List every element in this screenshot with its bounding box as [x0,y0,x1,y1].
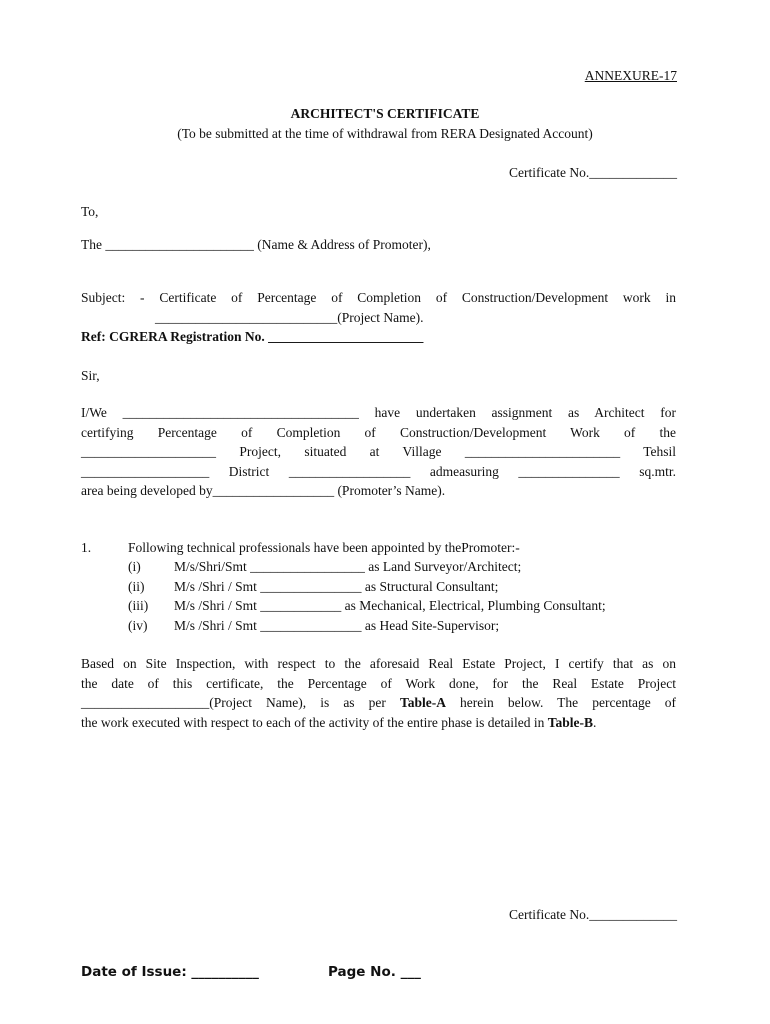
page-number: Page No. ___ [328,964,421,980]
body-line: ___________________ District __________________ admeasuring _______________ sq.mtr. [81,464,676,479]
salutation-to: To, [81,204,99,219]
subject-project-name: ___________________________(Project Name). [155,310,424,325]
annexure-label: ANNEXURE-17 [584,68,677,83]
list-item-text: M/s /Shri / Smt _______________ as Head Site-Supervisor; [174,618,500,633]
inspection-line [81,715,596,731]
ref-registration: Ref: CGRERA Registration No. _______________________ [81,329,424,344]
list-item-number: (iii) [128,598,149,613]
list-item-text: M/s /Shri / Smt _______________ as Structural Consultant; [174,579,499,594]
list-item-number: (i) [128,559,141,574]
subject-line: Subject: - Certificate of Percentage of Completion of Construction/Development work in [81,290,676,305]
professionals-intro: Following technical professionals have been appointed by thePromoter:- [128,540,520,555]
body-line: ____________________ Project, situated at Village _______________________ Tehsil [81,444,676,459]
inspection-text: . [592,715,597,730]
certificate-number-bottom: Certificate No._____________ [509,907,677,922]
certificate-number-top: Certificate No._____________ [509,165,677,180]
salutation-sir: Sir, [81,368,100,383]
list-item-number: (ii) [128,579,145,594]
table-a-reference: Table-A [399,695,446,710]
table-b-reference: Table-B [547,715,593,730]
list-number: 1. [81,540,92,555]
body-line: I/We ___________________________________ have undertaken assignment as Architect for [81,405,676,420]
inspection-text: ___________________(Project Name), is as per [81,695,400,710]
list-item-text: M/s/Shri/Smt _________________ as Land Surveyor/Architect; [174,559,522,574]
inspection-text: herein below. The percentage of [445,695,677,710]
inspection-line [81,695,676,711]
inspection-line: the date of this certificate, the Percentage of Work done, for the Real Estate Project [81,676,676,691]
body-line: area being developed by__________________ (Promoter’s Name). [81,483,446,498]
promoter-line: The ______________________ (Name & Address of Promoter), [81,237,431,252]
list-item-text: M/s /Shri / Smt ____________ as Mechanical, Electrical, Plumbing Consultant; [174,598,606,613]
certificate-subtitle: (To be submitted at the time of withdrawal from RERA Designated Account) [177,126,593,141]
certificate-title: ARCHITECT'S CERTIFICATE [290,106,480,121]
body-line: certifying Percentage of Completion of Construction/Development Work of the [81,425,676,440]
list-item-number: (iv) [128,618,148,633]
date-of-issue: Date of Issue: __________ [81,964,259,980]
inspection-text: the work executed with respect to each of the activity of the entire phase is detailed in [81,715,548,730]
inspection-line: Based on Site Inspection, with respect to the aforesaid Real Estate Project, I certify that as on [81,656,676,671]
